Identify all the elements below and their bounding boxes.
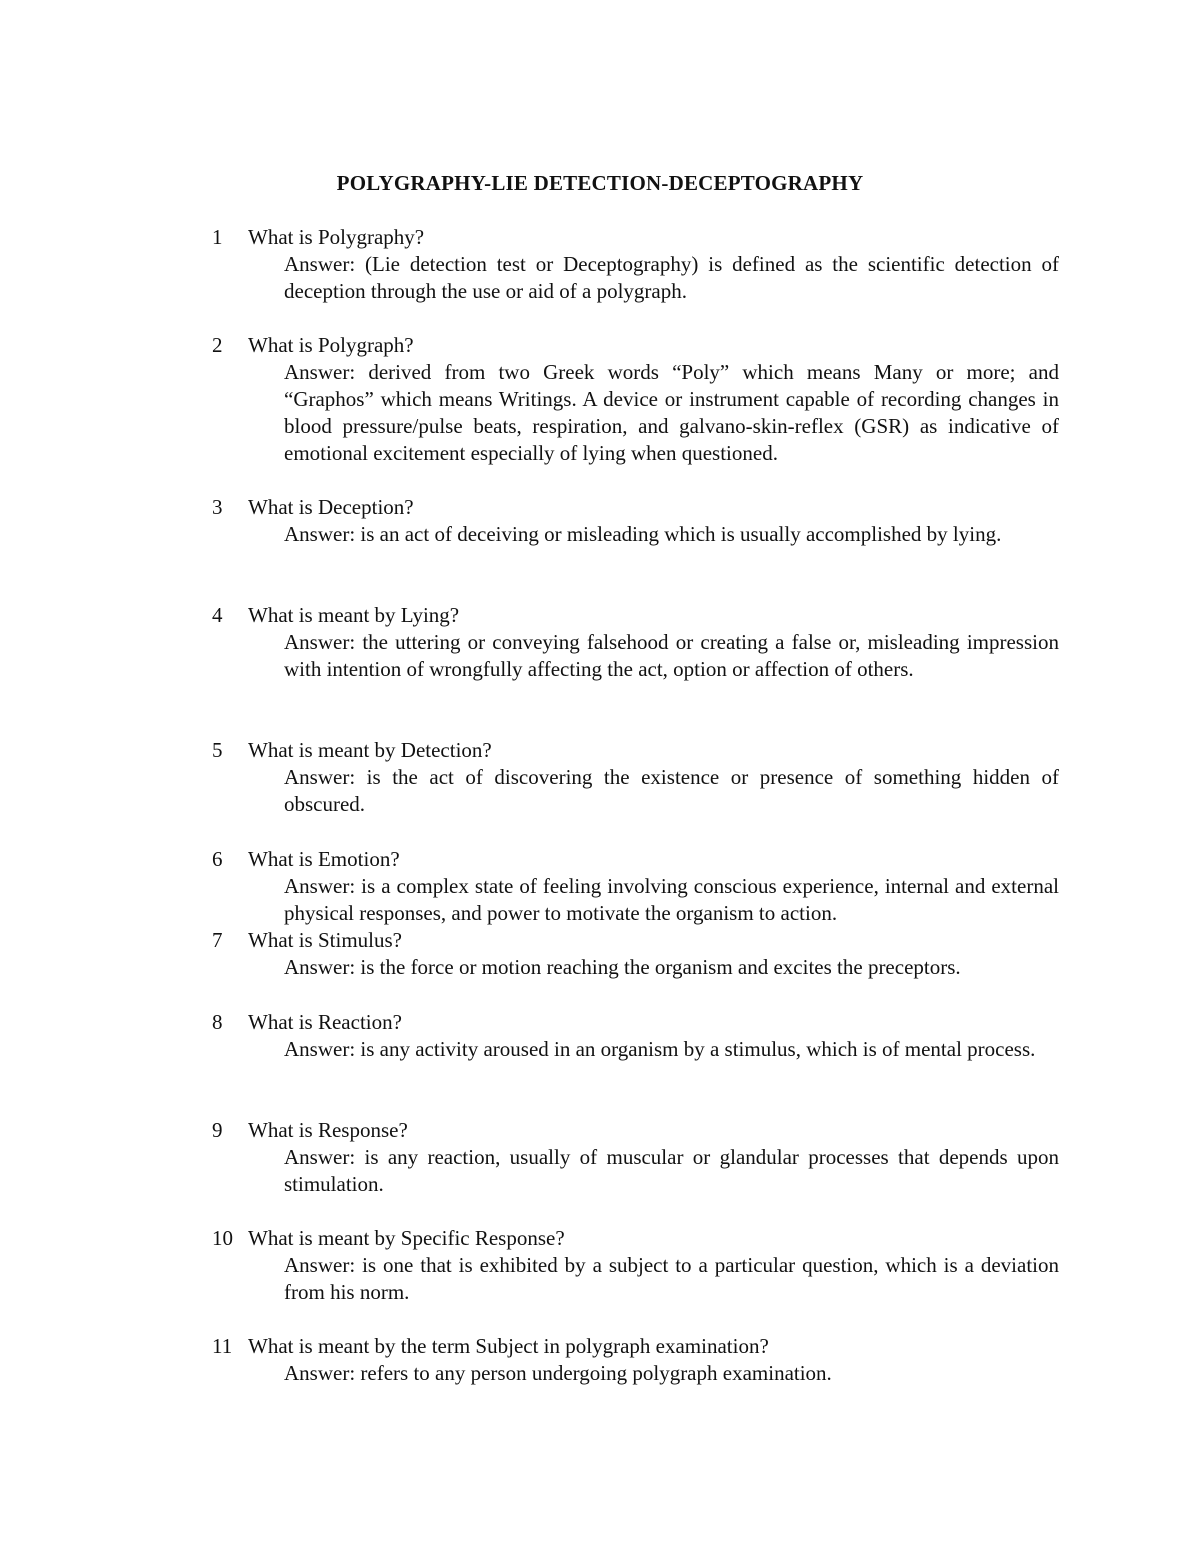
item-number: 3 [212, 495, 223, 519]
item-number: 7 [212, 928, 223, 952]
question-text: What is Reaction? [248, 1010, 402, 1034]
answer-text: Answer: is any reaction, usually of muscular or glandular processes that depends upon stimulation. [284, 1145, 1059, 1196]
item-number: 11 [212, 1334, 233, 1358]
question-text: What is meant by Specific Response? [248, 1226, 565, 1250]
answer-text: Answer: is the force or motion reaching the organism and excites the preceptors. [284, 955, 961, 979]
question-text: What is Stimulus? [248, 928, 402, 952]
item-number: 8 [212, 1010, 223, 1034]
answer-text: Answer: is an act of deceiving or misleading which is usually accomplished by lying. [284, 522, 1002, 546]
answer-text: Answer: is any activity aroused in an organism by a stimulus, which is of mental process. [284, 1037, 1036, 1061]
item-number: 1 [212, 225, 223, 249]
item-number: 4 [212, 603, 223, 627]
question-text: What is Emotion? [248, 847, 400, 871]
item-number: 5 [212, 738, 223, 762]
question-text: What is meant by Lying? [248, 603, 460, 627]
answer-text: Answer: is one that is exhibited by a subject to a particular question, which is a deviation from his norm. [284, 1253, 1059, 1304]
answer-text: Answer: derived from two Greek words “Poly” which means Many or more; and “Graphos” which means Writings. A device or instrument capable of recording changes in blood pressure/pulse beats, respiration, and galvano-skin-reflex (GSR) as indicative of emotional excitement especially of lying when questioned. [284, 360, 1059, 465]
question-text: What is Deception? [248, 495, 414, 519]
question-text: What is meant by the term Subject in polygraph examination? [248, 1334, 769, 1358]
item-number: 2 [212, 333, 223, 357]
answer-text: Answer: is a complex state of feeling involving conscious experience, internal and external physical responses, and power to motivate the organism to action. [284, 874, 1059, 925]
answer-text: Answer: the uttering or conveying falsehood or creating a false or, misleading impression with intention of wrongfully affecting the act, option or affection of others. [284, 630, 1059, 681]
item-number: 6 [212, 847, 223, 871]
question-text: What is Polygraph? [248, 333, 414, 357]
answer-text: Answer: (Lie detection test or Deceptography) is defined as the scientific detection of deception through the use or aid of a polygraph. [284, 252, 1059, 303]
question-text: What is meant by Detection? [248, 738, 492, 762]
answer-text: Answer: is the act of discovering the existence or presence of something hidden of obscured. [284, 765, 1059, 816]
question-text: What is Response? [248, 1118, 408, 1142]
page-title: POLYGRAPHY-LIE DETECTION-DECEPTOGRAPHY [336, 171, 864, 195]
question-text: What is Polygraphy? [248, 225, 425, 249]
item-number: 9 [212, 1118, 223, 1142]
answer-text: Answer: refers to any person undergoing polygraph examination. [284, 1361, 832, 1385]
item-number: 10 [212, 1226, 233, 1250]
